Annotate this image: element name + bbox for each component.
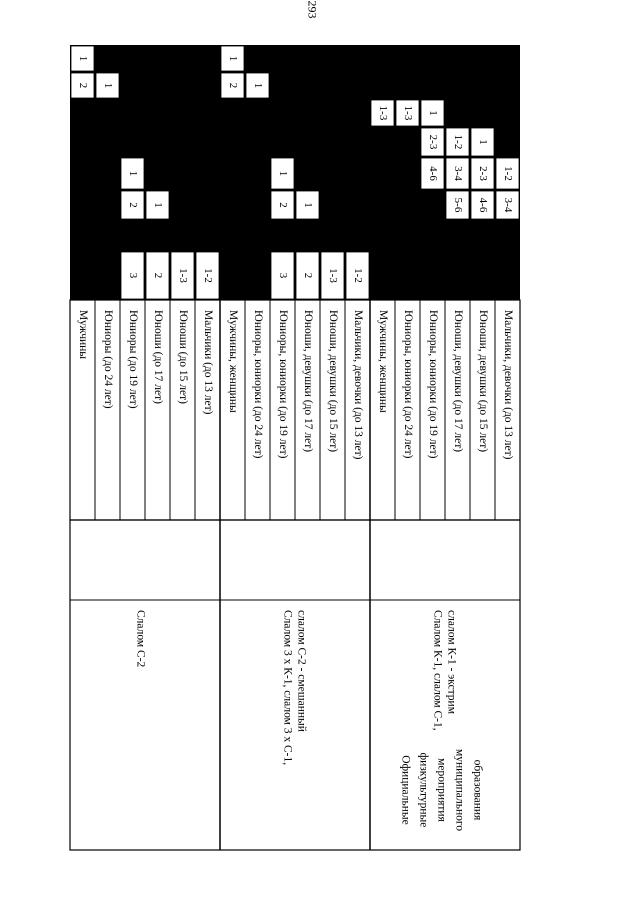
place-value: 4-6 bbox=[426, 166, 439, 181]
place-value: 2-3 bbox=[476, 166, 489, 181]
place-value: 1 bbox=[226, 55, 239, 62]
row-category-label: Юноши (до 15 лет) bbox=[176, 310, 189, 404]
discipline-label: слалом К-1 - экстрим bbox=[445, 610, 458, 714]
place-value: 4-6 bbox=[476, 197, 489, 213]
place-value: 1-2 bbox=[201, 268, 214, 283]
row-category-label: Юноши, девушки (до 17 лет) bbox=[301, 310, 314, 453]
place-value: 2 bbox=[126, 202, 139, 208]
place-value: 3-4 bbox=[501, 197, 514, 213]
place-value: 1 bbox=[251, 82, 264, 89]
place-value: 3-4 bbox=[451, 166, 464, 181]
discipline-label: Слалом К-1, слалом С-1, bbox=[431, 610, 444, 731]
event-level-label: Официальные bbox=[399, 755, 412, 825]
row-category-label: Юниоры, юниорки (до 24 лет) bbox=[251, 310, 264, 459]
place-value: 1 bbox=[476, 139, 489, 145]
row-category-label: Юниоры (до 19 лет) bbox=[126, 310, 139, 409]
place-value: 2-3 bbox=[426, 134, 439, 150]
place-value: 1-2 bbox=[451, 134, 464, 150]
place-value: 1-3 bbox=[326, 268, 339, 283]
place-value: 2 bbox=[301, 272, 314, 279]
place-value: 1-2 bbox=[501, 166, 514, 181]
place-value: 1 bbox=[151, 202, 164, 208]
place-value: 5-6 bbox=[451, 197, 464, 213]
event-level-label: мероприятия bbox=[435, 758, 448, 822]
place-value: 1 bbox=[276, 170, 289, 177]
place-value: 2 bbox=[226, 82, 239, 89]
place-value: 2 bbox=[151, 272, 164, 279]
discipline-label: Слалом 3 х К-1, слалом 3 х С-1, bbox=[281, 610, 294, 766]
place-value: 1 bbox=[76, 55, 89, 62]
row-category-label: Юноши, девушки (до 17 лет) bbox=[451, 310, 464, 453]
page-number: 293 bbox=[305, 0, 320, 19]
row-category-label: Мальчики (до 13 лет) bbox=[201, 310, 214, 415]
row-category-label: Юноши, девушки (до 15 лет) bbox=[326, 310, 339, 453]
place-value: 1 bbox=[101, 82, 114, 89]
place-value: 1-3 bbox=[401, 105, 414, 121]
row-category-label: Юниоры, юниорки (до 19 лет) bbox=[276, 310, 289, 459]
place-value: 2 bbox=[276, 202, 289, 208]
place-value: 1 bbox=[126, 170, 139, 177]
row-category-label: Юниоры, юниорки (до 19 лет) bbox=[426, 310, 439, 459]
place-value: 1-3 bbox=[176, 268, 189, 283]
row-category-label: Мальчики, девочки (до 13 лет) bbox=[501, 310, 514, 460]
place-value: 3 bbox=[126, 272, 139, 279]
place-value: 3 bbox=[276, 272, 289, 279]
place-value: 1 bbox=[426, 110, 439, 116]
row-category-label: Мужчины, женщины bbox=[226, 310, 239, 413]
place-value: 1 bbox=[301, 202, 314, 208]
place-value: 1-3 bbox=[376, 105, 389, 121]
discipline-label: Слалом С-2 bbox=[134, 610, 147, 668]
place-value: 1-2 bbox=[351, 268, 364, 283]
discipline-label: слалом С-2 - смешанный bbox=[295, 610, 308, 732]
row-category-label: Юниоры, юниорки (до 24 лет) bbox=[401, 310, 414, 459]
event-level-label: муниципального bbox=[453, 748, 466, 832]
place-value: 2 bbox=[76, 82, 89, 89]
row-category-label: Юноши, девушки (до 15 лет) bbox=[476, 310, 489, 453]
row-category-label: Мужчины, женщины bbox=[376, 310, 389, 413]
event-level-label: образования bbox=[471, 759, 484, 821]
row-category-label: Юниоры (до 24 лет) bbox=[101, 310, 114, 409]
event-level-label: физкультурные bbox=[417, 752, 430, 828]
row-category-label: Мужчины bbox=[76, 310, 89, 360]
row-category-label: Юноши (до 17 лет) bbox=[151, 310, 164, 404]
row-category-label: Мальчики, девочки (до 13 лет) bbox=[351, 310, 364, 460]
